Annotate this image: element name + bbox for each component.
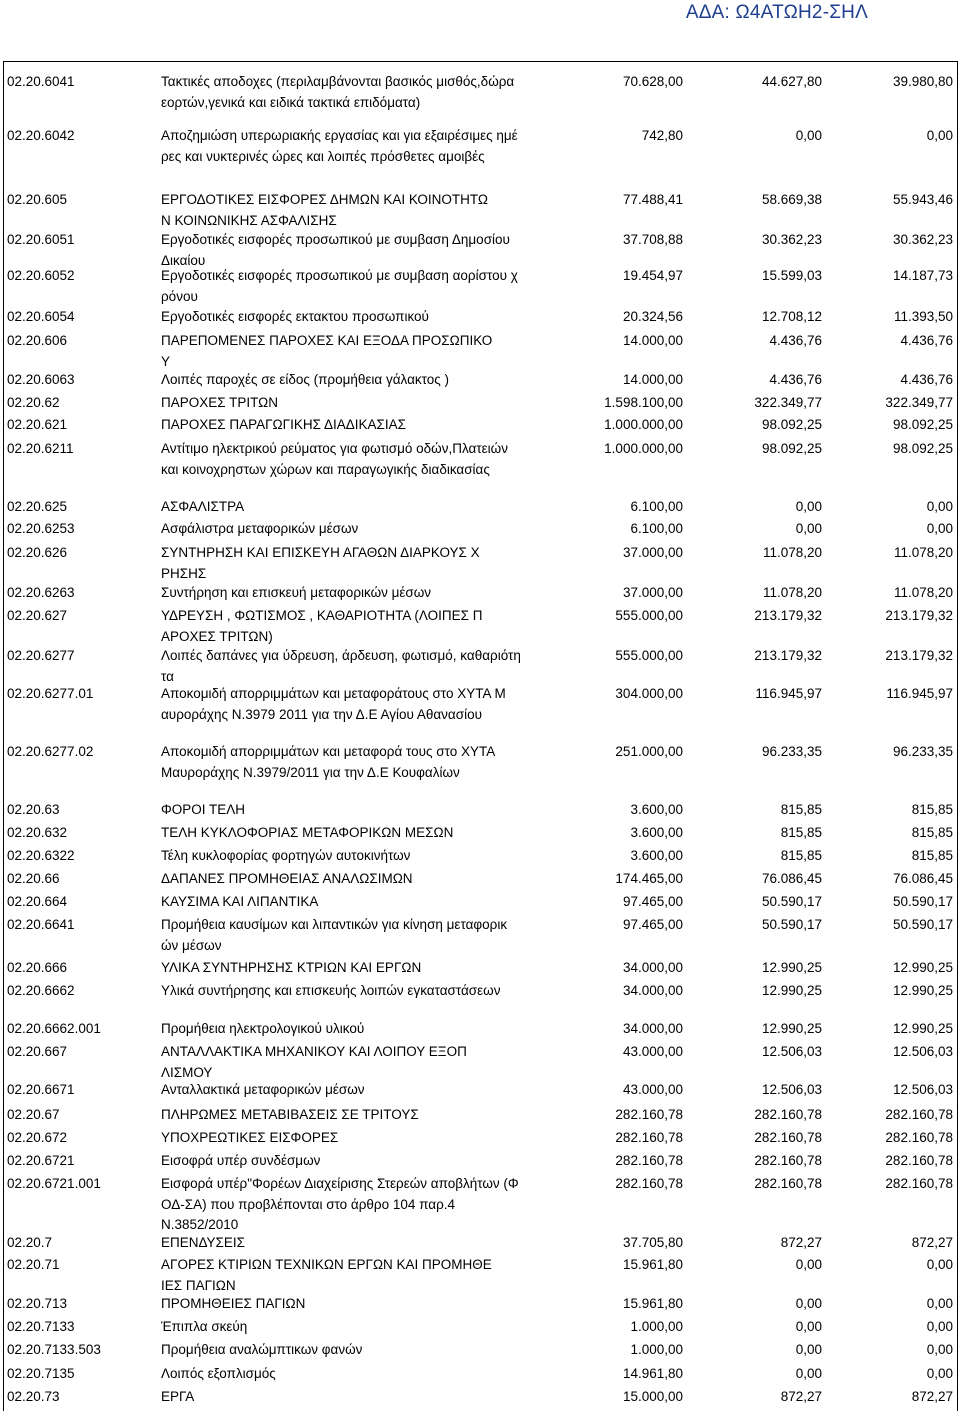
committed-amount: 15.599,03 bbox=[761, 268, 822, 283]
committed-amount: 815,85 bbox=[780, 848, 822, 863]
account-code: 02.20.713 bbox=[7, 1296, 68, 1311]
paid-amount: 282.160,78 bbox=[885, 1107, 953, 1122]
budget-amount: 37.708,88 bbox=[622, 232, 683, 247]
description-line: ΡΗΣΗΣ bbox=[161, 565, 207, 581]
description-line: Ν.3852/2010 bbox=[161, 1217, 239, 1232]
committed-amount: 30.362,23 bbox=[761, 232, 822, 247]
budget-amount: 1.000,00 bbox=[630, 1342, 683, 1357]
account-description bbox=[161, 684, 551, 725]
account-code: 02.20.7 bbox=[7, 1235, 53, 1250]
committed-amount: 0,00 bbox=[795, 499, 822, 514]
account-code: 02.20.67 bbox=[7, 1107, 60, 1122]
account-code: 02.20.6277.02 bbox=[7, 744, 94, 759]
account-description bbox=[161, 1105, 551, 1126]
description-line: ρόνου bbox=[161, 288, 198, 304]
budget-amount: 555.000,00 bbox=[615, 608, 683, 623]
account-description bbox=[161, 846, 551, 867]
paid-amount: 282.160,78 bbox=[885, 1176, 953, 1191]
description-line: ΑΡΟΧΕΣ ΤΡΙΤΩΝ) bbox=[161, 628, 273, 644]
paid-amount: 0,00 bbox=[926, 1342, 953, 1357]
committed-amount: 11.078,20 bbox=[762, 545, 822, 560]
committed-amount: 815,85 bbox=[780, 825, 822, 840]
budget-amount: 742,80 bbox=[641, 128, 683, 143]
description-line: Λοιπές παροχές σε είδος (προμήθεια γάλακτος ) bbox=[161, 372, 450, 387]
description-line: Ασφάλιστρα μεταφορικών μέσων bbox=[161, 521, 359, 536]
description-line: ΕΠΕΝΔΥΣΕΙΣ bbox=[161, 1235, 245, 1250]
account-code: 02.20.605 bbox=[7, 192, 68, 207]
committed-amount: 50.590,17 bbox=[761, 894, 822, 909]
committed-amount: 213.179,32 bbox=[754, 608, 822, 623]
description-line: αυροράχης Ν.3979 2011 για την Δ.Ε Αγίου Αθανασίου bbox=[161, 706, 482, 722]
description-line: ΠΑΡΟΧΕΣ ΤΡΙΤΩΝ bbox=[161, 395, 278, 410]
committed-amount: 872,27 bbox=[780, 1235, 822, 1250]
budget-amount: 19.454,97 bbox=[622, 268, 683, 283]
description-line: τα bbox=[161, 668, 174, 684]
description-line: Εργοδοτικές εισφορές προσωπικού με συμβαση Δημοσίου bbox=[161, 232, 510, 247]
description-line: ΚΑΥΣΙΜΑ ΚΑΙ ΛΙΠΑΝΤΙΚΑ bbox=[161, 894, 319, 909]
account-code: 02.20.7133 bbox=[7, 1319, 75, 1334]
account-description bbox=[161, 1128, 551, 1149]
account-code: 02.20.664 bbox=[7, 894, 68, 909]
description-line: Εισφορά υπέρ"Φορέων Διαχείρισης Στερεών αποβλήτων (Φ bbox=[161, 1176, 519, 1191]
description-line: ΛΙΣΜΟΥ bbox=[161, 1064, 213, 1080]
description-line: ΥΔΡΕΥΣΗ , ΦΩΤΙΣΜΟΣ , ΚΑΘΑΡΙΟΤΗΤΑ (ΛΟΙΠΕΣ Π bbox=[161, 608, 483, 623]
description-line: ΤΕΛΗ ΚΥΚΛΟΦΟΡΙΑΣ ΜΕΤΑΦΟΡΙΚΩΝ ΜΕΣΩΝ bbox=[161, 825, 454, 840]
account-code: 02.20.606 bbox=[7, 333, 68, 348]
committed-amount: 98.092,25 bbox=[761, 441, 822, 456]
account-description bbox=[161, 519, 551, 540]
account-description bbox=[161, 497, 551, 518]
paid-amount: 76.086,45 bbox=[892, 871, 953, 886]
committed-amount: 96.233,35 bbox=[761, 744, 822, 759]
paid-amount: 11.078,20 bbox=[893, 545, 953, 560]
account-description bbox=[161, 190, 551, 231]
account-description bbox=[161, 439, 551, 480]
account-description bbox=[161, 1042, 551, 1083]
account-code: 02.20.71 bbox=[7, 1257, 60, 1272]
account-description bbox=[161, 415, 551, 436]
committed-amount: 0,00 bbox=[795, 1257, 822, 1272]
description-line: Προμήθεια ηλεκτρολογικού υλικού bbox=[161, 1021, 365, 1036]
committed-amount: 12.506,03 bbox=[761, 1082, 822, 1097]
description-line: ΕΡΓΟΔΟΤΙΚΕΣ ΕΙΣΦΟΡΕΣ ΔΗΜΩΝ ΚΑΙ ΚΟΙΝΟΤΗΤΩ bbox=[161, 192, 489, 207]
budget-amount: 555.000,00 bbox=[615, 648, 683, 663]
committed-amount: 44.627,80 bbox=[761, 74, 822, 89]
committed-amount: 12.506,03 bbox=[761, 1044, 822, 1059]
description-line: ΠΑΡΟΧΕΣ ΠΑΡΑΓΩΓΙΚΗΣ ΔΙΑΔΙΚΑΣΙΑΣ bbox=[161, 417, 406, 432]
budget-amount: 14.000,00 bbox=[622, 333, 683, 348]
account-description bbox=[161, 981, 551, 1002]
account-description bbox=[161, 331, 551, 372]
paid-amount: 872,27 bbox=[911, 1235, 953, 1250]
budget-amount: 251.000,00 bbox=[615, 744, 683, 759]
account-code: 02.20.6052 bbox=[7, 268, 75, 283]
account-code: 02.20.6322 bbox=[7, 848, 75, 863]
account-description bbox=[161, 307, 551, 328]
description-line: ΥΛΙΚΑ ΣΥΝΤΗΡΗΣΗΣ ΚΤΡΙΩΝ ΚΑΙ ΕΡΓΩΝ bbox=[161, 960, 422, 975]
account-description bbox=[161, 958, 551, 979]
paid-amount: 872,27 bbox=[911, 1389, 953, 1404]
paid-amount: 322.349,77 bbox=[885, 395, 953, 410]
account-description bbox=[161, 800, 551, 821]
budget-amount: 282.160,78 bbox=[615, 1153, 683, 1168]
account-description bbox=[161, 1364, 551, 1385]
account-description bbox=[161, 1255, 551, 1296]
account-description bbox=[161, 126, 551, 167]
description-line: εορτών,γενικά και ειδικά τακτικά επιδόματα) bbox=[161, 94, 421, 110]
committed-amount: 282.160,78 bbox=[754, 1176, 822, 1191]
account-code: 02.20.6051 bbox=[7, 232, 75, 247]
account-code: 02.20.672 bbox=[7, 1130, 68, 1145]
committed-amount: 11.078,20 bbox=[762, 585, 822, 600]
budget-amount: 304.000,00 bbox=[615, 686, 683, 701]
description-line: Αντίτιμο ηλεκτρικού ρεύματος για φωτισμό οδών,Πλατειών bbox=[161, 441, 508, 456]
committed-amount: 0,00 bbox=[795, 128, 822, 143]
budget-amount: 15.961,80 bbox=[622, 1296, 683, 1311]
committed-amount: 4.436,76 bbox=[769, 333, 822, 348]
account-description bbox=[161, 1294, 551, 1315]
description-line: Εργοδοτικές εισφορές εκτακτου προσωπικού bbox=[161, 309, 429, 324]
budget-amount: 1.598.100,00 bbox=[604, 395, 683, 410]
committed-amount: 282.160,78 bbox=[754, 1130, 822, 1145]
account-code: 02.20.6042 bbox=[7, 128, 75, 143]
paid-amount: 0,00 bbox=[926, 499, 953, 514]
paid-amount: 4.436,76 bbox=[900, 333, 953, 348]
committed-amount: 76.086,45 bbox=[761, 871, 822, 886]
description-line: Δικαίου bbox=[161, 252, 206, 268]
budget-amount: 1.000.000,00 bbox=[604, 441, 683, 456]
account-code: 02.20.6721.001 bbox=[7, 1176, 101, 1191]
account-code: 02.20.6063 bbox=[7, 372, 75, 387]
committed-amount: 12.708,12 bbox=[761, 309, 822, 324]
account-description bbox=[161, 72, 551, 113]
budget-amount: 15.961,80 bbox=[622, 1257, 683, 1272]
account-description bbox=[161, 1019, 551, 1040]
budget-amount: 77.488,41 bbox=[622, 192, 683, 207]
account-code: 02.20.63 bbox=[7, 802, 60, 817]
budget-amount: 282.160,78 bbox=[615, 1176, 683, 1191]
paid-amount: 213.179,32 bbox=[885, 648, 953, 663]
paid-amount: 39.980,80 bbox=[892, 74, 953, 89]
account-description bbox=[161, 370, 551, 391]
committed-amount: 58.669,38 bbox=[761, 192, 822, 207]
budget-amount: 14.961,80 bbox=[622, 1366, 683, 1381]
committed-amount: 50.590,17 bbox=[761, 917, 822, 932]
committed-amount: 322.349,77 bbox=[754, 395, 822, 410]
paid-amount: 0,00 bbox=[926, 1296, 953, 1311]
committed-amount: 0,00 bbox=[795, 1296, 822, 1311]
budget-amount: 1.000.000,00 bbox=[604, 417, 683, 432]
paid-amount: 0,00 bbox=[926, 1319, 953, 1334]
description-line: Υλικά συντήρησης και επισκευής λοιπών εγκαταστάσεων bbox=[161, 983, 501, 998]
account-description bbox=[161, 266, 551, 307]
budget-amount: 37.705,80 bbox=[622, 1235, 683, 1250]
budget-amount: 20.324,56 bbox=[622, 309, 683, 324]
paid-amount: 55.943,46 bbox=[892, 192, 953, 207]
account-description bbox=[161, 646, 551, 687]
account-description bbox=[161, 1151, 551, 1172]
committed-amount: 0,00 bbox=[795, 1319, 822, 1334]
paid-amount: 12.990,25 bbox=[892, 1021, 953, 1036]
paid-amount: 50.590,17 bbox=[892, 917, 953, 932]
description-line: Συντήρηση και επισκευή μεταφορικών μέσων bbox=[161, 585, 432, 600]
description-line: ΕΡΓΑ bbox=[161, 1389, 195, 1404]
committed-amount: 282.160,78 bbox=[754, 1153, 822, 1168]
account-code: 02.20.632 bbox=[7, 825, 68, 840]
budget-amount: 37.000,00 bbox=[622, 545, 683, 560]
description-line: Υ bbox=[161, 353, 171, 369]
description-line: και κοινοχρηστων χώρων και παραγωγικής διαδικασίας bbox=[161, 461, 490, 477]
description-line: ρες και νυκτερινές ώρες και λοιπές πρόσθετες αμοιβές bbox=[161, 148, 485, 164]
paid-amount: 282.160,78 bbox=[885, 1153, 953, 1168]
budget-amount: 97.465,00 bbox=[622, 917, 683, 932]
account-description bbox=[161, 892, 551, 913]
account-code: 02.20.6253 bbox=[7, 521, 75, 536]
account-code: 02.20.6662 bbox=[7, 983, 75, 998]
description-line: Λοιπές δαπάνες για ύδρευση, άρδευση, φωτισμό, καθαριότη bbox=[161, 648, 521, 663]
paid-amount: 213.179,32 bbox=[885, 608, 953, 623]
paid-amount: 12.990,25 bbox=[892, 983, 953, 998]
budget-amount: 1.000,00 bbox=[630, 1319, 683, 1334]
description-line: Λοιπός εξοπλισμός bbox=[161, 1366, 276, 1381]
paid-amount: 282.160,78 bbox=[885, 1130, 953, 1145]
paid-amount: 0,00 bbox=[926, 1366, 953, 1381]
budget-amount: 282.160,78 bbox=[615, 1130, 683, 1145]
paid-amount: 30.362,23 bbox=[892, 232, 953, 247]
paid-amount: 0,00 bbox=[926, 521, 953, 536]
description-line: ΑΣΦΑΛΙΣΤΡΑ bbox=[161, 499, 245, 514]
account-code: 02.20.62 bbox=[7, 395, 60, 410]
paid-amount: 12.990,25 bbox=[892, 960, 953, 975]
budget-amount: 70.628,00 bbox=[622, 74, 683, 89]
description-line: ών μέσων bbox=[161, 937, 222, 953]
account-description bbox=[161, 1387, 551, 1408]
budget-amount: 6.100,00 bbox=[630, 521, 683, 536]
description-line: ΙΕΣ ΠΑΓΙΩΝ bbox=[161, 1277, 236, 1293]
description-line: Μαυροράχης Ν.3979/2011 για την Δ.Ε Κουφαλίων bbox=[161, 764, 460, 780]
account-description bbox=[161, 1233, 551, 1254]
account-description bbox=[161, 823, 551, 844]
description-line: Τέλη κυκλοφορίας φορτηγών αυτοκινήτων bbox=[161, 848, 411, 863]
description-line: Προμήθεια καυσίμων και λιπαντικών για κίνηση μεταφορικ bbox=[161, 917, 508, 932]
description-line: Αποκομιδή απορριμμάτων και μεταφοράτους στο ΧΥΤΑ Μ bbox=[161, 686, 506, 701]
description-line: ΠΡΟΜΗΘΕΙΕΣ ΠΑΓΙΩΝ bbox=[161, 1296, 306, 1311]
paid-amount: 116.945,97 bbox=[886, 686, 953, 701]
committed-amount: 815,85 bbox=[780, 802, 822, 817]
description-line: Έπιπλα σκεύη bbox=[161, 1319, 248, 1334]
account-code: 02.20.6277.01 bbox=[7, 686, 94, 701]
budget-amount: 34.000,00 bbox=[622, 1021, 683, 1036]
budget-amount: 14.000,00 bbox=[622, 372, 683, 387]
account-code: 02.20.621 bbox=[7, 417, 68, 432]
description-line: Ανταλλακτικά μεταφορικών μέσων bbox=[161, 1082, 365, 1097]
budget-amount: 34.000,00 bbox=[622, 960, 683, 975]
paid-amount: 0,00 bbox=[926, 1257, 953, 1272]
account-description bbox=[161, 583, 551, 604]
paid-amount: 14.187,73 bbox=[892, 268, 953, 283]
account-code: 02.20.6721 bbox=[7, 1153, 75, 1168]
budget-amount: 34.000,00 bbox=[622, 983, 683, 998]
paid-amount: 815,85 bbox=[911, 848, 953, 863]
account-description bbox=[161, 1174, 551, 1236]
account-description bbox=[161, 543, 551, 584]
description-line: Εισοφρά υπέρ συνδέσμων bbox=[161, 1153, 321, 1168]
budget-amount: 97.465,00 bbox=[622, 894, 683, 909]
account-description bbox=[161, 869, 551, 890]
account-code: 02.20.625 bbox=[7, 499, 68, 514]
committed-amount: 116.945,97 bbox=[755, 686, 822, 701]
description-line: Εργοδοτικές εισφορές προσωπικού με συμβαση αορίστου χ bbox=[161, 268, 518, 283]
paid-amount: 815,85 bbox=[911, 802, 953, 817]
budget-amount: 282.160,78 bbox=[615, 1107, 683, 1122]
committed-amount: 12.990,25 bbox=[761, 983, 822, 998]
paid-amount: 11.393,50 bbox=[893, 309, 953, 324]
account-code: 02.20.7135 bbox=[7, 1366, 75, 1381]
account-code: 02.20.627 bbox=[7, 608, 68, 623]
committed-amount: 0,00 bbox=[795, 521, 822, 536]
budget-amount: 3.600,00 bbox=[630, 825, 683, 840]
account-code: 02.20.6041 bbox=[7, 74, 75, 89]
description-line: Αποκομιδή απορριμμάτων και μεταφορά τους στο ΧΥΤΑ bbox=[161, 744, 496, 759]
description-line: ΠΑΡΕΠΟΜΕΝΕΣ ΠΑΡΟΧΕΣ ΚΑΙ ΕΞΟΔΑ ΠΡΟΣΩΠΙΚΟ bbox=[161, 333, 493, 348]
paid-amount: 12.506,03 bbox=[892, 1044, 953, 1059]
budget-amount: 3.600,00 bbox=[630, 848, 683, 863]
description-line: ΠΛΗΡΩΜΕΣ ΜΕΤΑΒΙΒΑΣΕΙΣ ΣΕ ΤΡΙΤΟΥΣ bbox=[161, 1107, 419, 1122]
committed-amount: 98.092,25 bbox=[761, 417, 822, 432]
committed-amount: 12.990,25 bbox=[761, 960, 822, 975]
account-code: 02.20.7133.503 bbox=[7, 1342, 101, 1357]
account-code: 02.20.6277 bbox=[7, 648, 75, 663]
account-code: 02.20.6211 bbox=[7, 441, 74, 456]
paid-amount: 12.506,03 bbox=[892, 1082, 953, 1097]
account-description bbox=[161, 1317, 551, 1338]
description-line: Προμήθεια αναλώμπτικων φανών bbox=[161, 1342, 363, 1357]
account-code: 02.20.6054 bbox=[7, 309, 75, 324]
paid-amount: 96.233,35 bbox=[892, 744, 953, 759]
paid-amount: 815,85 bbox=[911, 825, 953, 840]
account-code: 02.20.6263 bbox=[7, 585, 75, 600]
budget-amount: 15.000,00 bbox=[622, 1389, 683, 1404]
description-line: ΔΑΠΑΝΕΣ ΠΡΟΜΗΘΕΙΑΣ ΑΝΑΛΩΣΙΜΩΝ bbox=[161, 871, 413, 886]
account-code: 02.20.66 bbox=[7, 871, 60, 886]
committed-amount: 4.436,76 bbox=[769, 372, 822, 387]
committed-amount: 12.990,25 bbox=[761, 1021, 822, 1036]
paid-amount: 98.092,25 bbox=[892, 441, 953, 456]
paid-amount: 98.092,25 bbox=[892, 417, 953, 432]
budget-amount: 43.000,00 bbox=[622, 1044, 683, 1059]
description-line: ΥΠΟΧΡΕΩΤΙΚΕΣ ΕΙΣΦΟΡΕΣ bbox=[161, 1130, 339, 1145]
account-code: 02.20.626 bbox=[7, 545, 68, 560]
description-line: Ν ΚΟΙΝΩΝΙΚΗΣ ΑΣΦΑΛΙΣΗΣ bbox=[161, 212, 337, 228]
description-line: ΦΟΡΟΙ ΤΕΛΗ bbox=[161, 802, 246, 817]
account-description bbox=[161, 606, 551, 647]
committed-amount: 0,00 bbox=[795, 1342, 822, 1357]
account-description bbox=[161, 1080, 551, 1101]
description-line: ΑΓΟΡΕΣ ΚΤΙΡΙΩΝ ΤΕΧΝΙΚΩΝ ΕΡΓΩΝ ΚΑΙ ΠΡΟΜΗΘΕ bbox=[161, 1257, 492, 1272]
description-line: Αποζημιώση υπερωριακής εργασίας και για εξαιρέσιμες ημέ bbox=[161, 128, 518, 143]
description-line: ΑΝΤΑΛΛΑΚΤΙΚΑ ΜΗΧΑΝΙΚΟΥ ΚΑΙ ΛΟΙΠΟΥ ΕΞΟΠ bbox=[161, 1044, 467, 1059]
committed-amount: 872,27 bbox=[780, 1389, 822, 1404]
committed-amount: 213.179,32 bbox=[754, 648, 822, 663]
budget-amount: 37.000,00 bbox=[622, 585, 683, 600]
description-line: Τακτικές αποδοχες (περιλαμβάνονται βασικός μισθός,δώρα bbox=[161, 74, 515, 89]
account-code: 02.20.666 bbox=[7, 960, 68, 975]
paid-amount: 4.436,76 bbox=[900, 372, 953, 387]
account-description bbox=[161, 915, 551, 956]
ada-code: ΑΔΑ: Ω4ΑΤΩΗ2-ΣΗΛ bbox=[685, 2, 868, 23]
paid-amount: 50.590,17 bbox=[892, 894, 953, 909]
committed-amount: 282.160,78 bbox=[754, 1107, 822, 1122]
account-description bbox=[161, 393, 551, 414]
account-code: 02.20.73 bbox=[7, 1389, 60, 1404]
account-code: 02.20.6662.001 bbox=[7, 1021, 101, 1036]
paid-amount: 11.078,20 bbox=[893, 585, 953, 600]
paid-amount: 0,00 bbox=[926, 128, 953, 143]
budget-amount: 3.600,00 bbox=[630, 802, 683, 817]
budget-amount: 43.000,00 bbox=[622, 1082, 683, 1097]
description-line: ΟΔ-ΣΑ) που προβλέπονται στο άρθρο 104 παρ.4 bbox=[161, 1196, 456, 1212]
budget-amount: 6.100,00 bbox=[630, 499, 683, 514]
account-code: 02.20.6641 bbox=[7, 917, 75, 932]
budget-amount: 174.465,00 bbox=[615, 871, 683, 886]
account-description bbox=[161, 230, 551, 271]
committed-amount: 0,00 bbox=[795, 1366, 822, 1381]
account-description bbox=[161, 742, 551, 783]
account-code: 02.20.6671 bbox=[7, 1082, 75, 1097]
account-description bbox=[161, 1340, 551, 1361]
description-line: ΣΥΝΤΗΡΗΣΗ ΚΑΙ ΕΠΙΣΚΕΥΗ ΑΓΑΘΩΝ ΔΙΑΡΚΟΥΣ Χ bbox=[161, 545, 480, 560]
account-code: 02.20.667 bbox=[7, 1044, 68, 1059]
